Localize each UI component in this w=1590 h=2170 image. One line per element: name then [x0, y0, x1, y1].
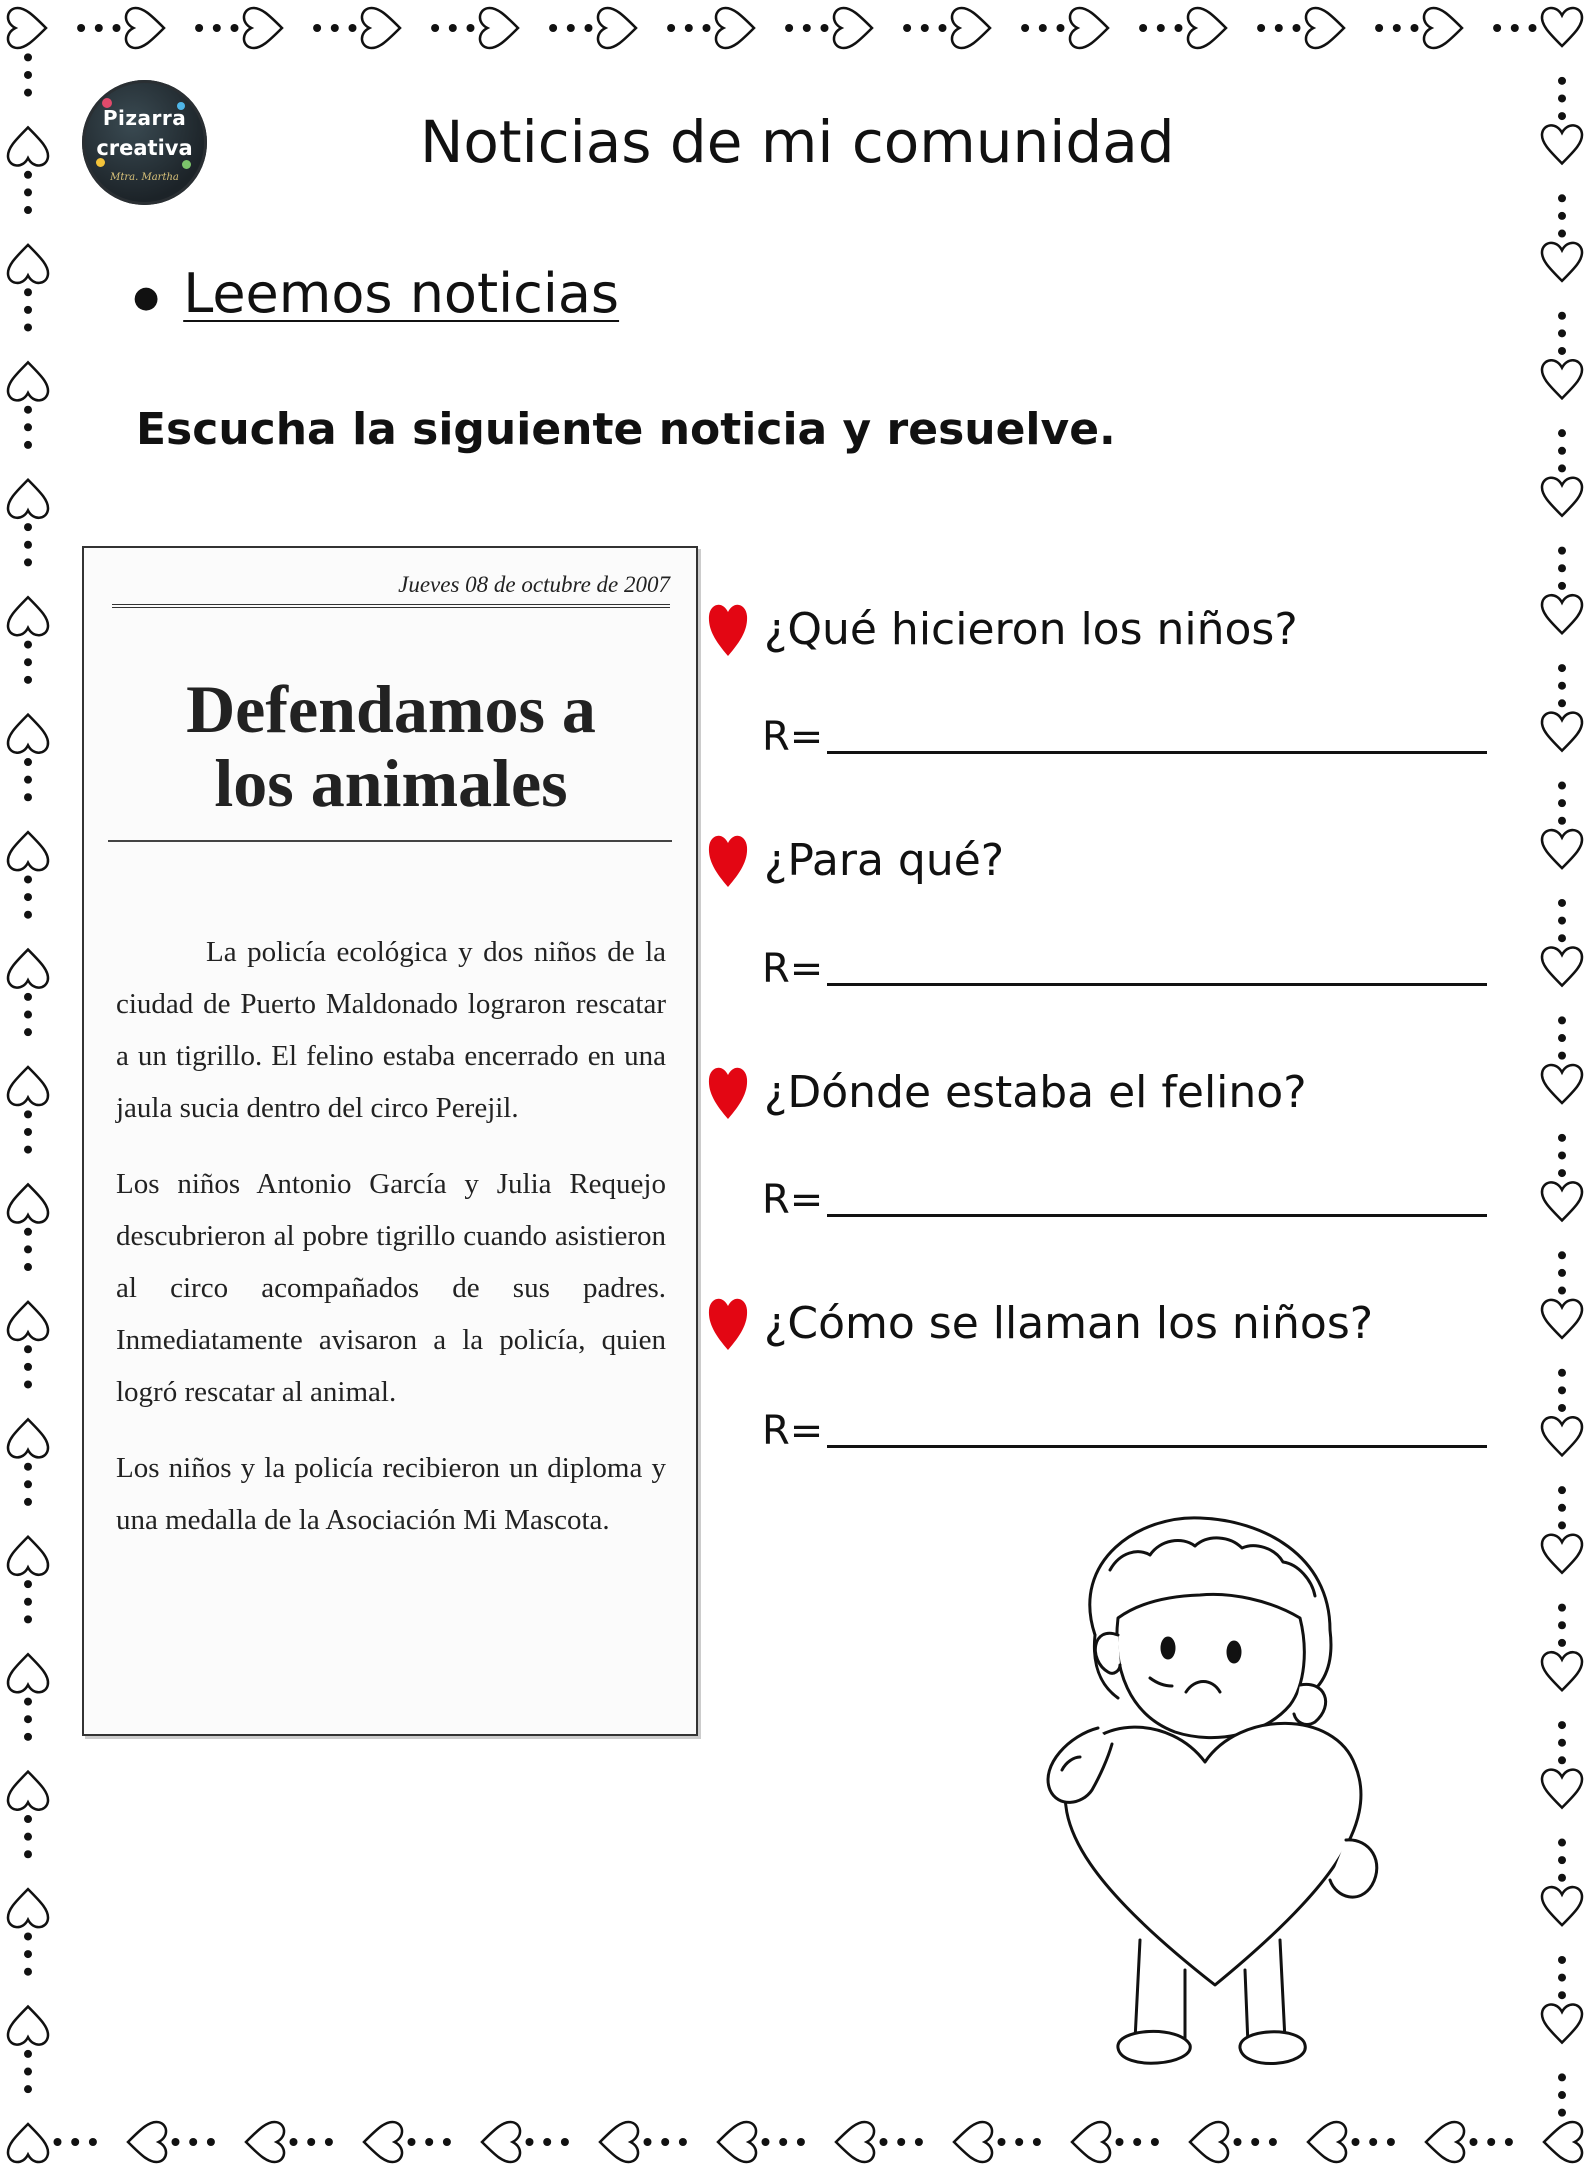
border-heart-icon — [8, 1772, 48, 1810]
answer-line[interactable] — [827, 1213, 1487, 1217]
news-headline-line2: los animales — [214, 745, 568, 821]
border-heart-icon — [1542, 1535, 1582, 1573]
border-dot — [1558, 682, 1566, 690]
border-heart-icon — [1542, 1770, 1582, 1808]
border-dot — [921, 24, 929, 32]
border-heart-icon — [1188, 8, 1226, 48]
border-dot — [585, 24, 593, 32]
border-dot — [71, 2138, 79, 2146]
border-dot — [1558, 329, 1566, 337]
border-dot — [1493, 24, 1501, 32]
border-dot — [24, 441, 32, 449]
border-dot — [1558, 1739, 1566, 1747]
border-dot — [1470, 2138, 1478, 2146]
border-dot — [24, 423, 32, 431]
border-dot — [1021, 24, 1029, 32]
answer-line[interactable] — [827, 982, 1487, 986]
border-heart-icon — [1072, 2122, 1110, 2162]
border-dot — [24, 323, 32, 331]
border-dot — [24, 1968, 32, 1976]
border-dot — [1558, 1991, 1566, 1999]
border-dot — [1039, 24, 1047, 32]
border-dot — [189, 2138, 197, 2146]
border-dot — [24, 1580, 32, 1588]
border-dot — [1293, 24, 1301, 32]
border-dot — [172, 2138, 180, 2146]
border-dot — [24, 875, 32, 883]
border-dot — [24, 1950, 32, 1958]
border-dot — [408, 2138, 416, 2146]
border-heart-icon — [1070, 8, 1108, 48]
answer-prefix: R= — [762, 1408, 824, 1454]
border-dot — [24, 306, 32, 314]
border-dot — [24, 171, 32, 179]
border-dot — [467, 24, 475, 32]
border-dot — [803, 24, 811, 32]
border-dot — [1558, 934, 1566, 942]
border-dot — [998, 2138, 1006, 2146]
border-dot — [1275, 24, 1283, 32]
border-heart-icon — [598, 8, 636, 48]
answer-line[interactable] — [827, 750, 1487, 754]
border-heart-icon — [8, 597, 48, 635]
border-heart-icon — [8, 1419, 48, 1457]
border-heart-icon — [834, 8, 872, 48]
border-heart-icon — [1190, 2122, 1228, 2162]
border-dot — [24, 1463, 32, 1471]
border-dot — [24, 53, 32, 61]
border-dot — [449, 24, 457, 32]
border-heart-icon — [8, 1654, 48, 1692]
border-heart-icon — [1544, 2122, 1582, 2162]
logo-text-creativa: creativa — [96, 136, 193, 160]
border-dot — [290, 2138, 298, 2146]
border-heart-icon — [1542, 243, 1582, 281]
border-dot — [1558, 782, 1566, 790]
border-heart-icon — [1308, 2122, 1346, 2162]
border-heart-icon — [1542, 830, 1582, 868]
border-dot — [24, 1363, 32, 1371]
border-dot — [1257, 24, 1265, 32]
border-dot — [1375, 24, 1383, 32]
border-dot — [1133, 2138, 1141, 2146]
border-heart-icon — [1542, 1652, 1582, 1690]
border-dot — [24, 1028, 32, 1036]
border-heart-icon — [8, 480, 48, 518]
border-dot — [880, 2138, 888, 2146]
logo — [82, 80, 207, 205]
border-dot — [1558, 1974, 1566, 1982]
border-dot — [1558, 1404, 1566, 1412]
question-2 — [706, 829, 1004, 889]
child-holding-heart-illustration — [1000, 1500, 1420, 2100]
border-dot — [24, 1733, 32, 1741]
question-4 — [706, 1292, 1373, 1352]
border-dot — [1411, 24, 1419, 32]
border-dot — [1558, 1639, 1566, 1647]
border-dot — [1558, 112, 1566, 120]
border-dot — [24, 793, 32, 801]
question-3 — [706, 1061, 1307, 1121]
border-dot — [431, 24, 439, 32]
logo-text-pizarra: Pizarra — [102, 106, 187, 130]
question-1 — [706, 598, 1298, 658]
page-title: Noticias de mi comunidad — [420, 108, 1175, 176]
instruction: Escucha la siguiente noticia y resuelve. — [136, 404, 1116, 455]
border-dot — [915, 2138, 923, 2146]
border-dot — [1139, 24, 1147, 32]
answer-prefix: R= — [762, 714, 824, 760]
border-dot — [325, 2138, 333, 2146]
border-heart-icon — [244, 8, 282, 48]
border-dot — [1558, 2109, 1566, 2117]
news-headline-rule — [108, 840, 672, 842]
border-dot — [24, 1245, 32, 1253]
news-top-rule — [112, 604, 670, 608]
border-dot — [24, 1932, 32, 1940]
border-heart-icon — [8, 1889, 48, 1927]
border-dot — [349, 24, 357, 32]
border-dot — [1057, 24, 1065, 32]
border-dot — [1251, 2138, 1259, 2146]
border-dot — [231, 24, 239, 32]
border-dot — [1558, 312, 1566, 320]
border-dot — [24, 1146, 32, 1154]
border-dot — [1558, 817, 1566, 825]
border-dot — [89, 2138, 97, 2146]
border-dot — [24, 1345, 32, 1353]
border-dot — [679, 2138, 687, 2146]
border-dot — [1558, 1621, 1566, 1629]
border-dot — [1558, 1486, 1566, 1494]
border-dot — [1558, 447, 1566, 455]
border-dot — [561, 2138, 569, 2146]
border-heart-icon — [836, 2122, 874, 2162]
border-dot — [1558, 2073, 1566, 2081]
border-heart-icon — [1542, 1300, 1582, 1338]
border-dot — [1558, 1016, 1566, 1024]
heart-icon — [706, 1292, 750, 1352]
subtitle: Leemos noticias — [183, 262, 620, 325]
answer-line[interactable] — [827, 1444, 1487, 1448]
border-heart-icon — [1542, 8, 1582, 46]
border-dot — [1558, 547, 1566, 555]
border-dot — [685, 24, 693, 32]
border-dot — [307, 2138, 315, 2146]
border-dot — [1487, 2138, 1495, 2146]
border-heart-icon — [126, 8, 164, 48]
news-headline-line1: Defendamos a — [186, 671, 596, 747]
border-dot — [213, 24, 221, 32]
question-text: ¿Para qué? — [764, 835, 1005, 886]
border-dot — [1558, 429, 1566, 437]
border-dot — [1558, 1839, 1566, 1847]
border-heart-icon — [952, 8, 990, 48]
border-dot — [24, 1263, 32, 1271]
border-dot — [1269, 2138, 1277, 2146]
border-heart-icon — [8, 1067, 48, 1105]
border-heart-icon — [1542, 1887, 1582, 1925]
border-heart-icon — [8, 362, 48, 400]
border-dot — [1558, 564, 1566, 572]
border-dot — [24, 1715, 32, 1723]
border-dot — [24, 1598, 32, 1606]
border-dot — [24, 776, 32, 784]
subtitle-row — [133, 262, 619, 325]
border-dot — [703, 24, 711, 32]
border-dot — [24, 1480, 32, 1488]
border-heart-icon — [1542, 125, 1582, 163]
border-heart-icon — [1542, 948, 1582, 986]
border-dot — [1558, 194, 1566, 202]
border-heart-icon — [1542, 1065, 1582, 1103]
news-headline — [112, 672, 670, 820]
heart-icon — [706, 598, 750, 658]
border-heart-icon — [8, 715, 48, 753]
border-heart-icon — [8, 8, 46, 48]
border-dot — [661, 2138, 669, 2146]
news-date: Jueves 08 de octubre de 2007 — [398, 572, 670, 597]
border-dot — [1558, 1956, 1566, 1964]
border-dot — [939, 24, 947, 32]
border-dot — [1558, 1034, 1566, 1042]
border-dot — [1558, 1151, 1566, 1159]
border-dot — [1033, 2138, 1041, 2146]
logo-signature: Mtra. Martha — [110, 172, 179, 183]
border-dot — [54, 2138, 62, 2146]
border-heart-icon — [954, 2122, 992, 2162]
border-dot — [195, 24, 203, 32]
news-paragraph: Los niños Antonio García y Julia Requejo descubrieron al pobre tigrillo cuando asistieron al circo acompañados de sus padres. Inmediatamente avisaron a la policía, quien logró rescatar al animal. — [116, 1168, 666, 1408]
border-dot — [24, 188, 32, 196]
border-heart-icon — [8, 832, 48, 870]
answer-prefix: R= — [762, 1177, 824, 1223]
border-dot — [1558, 2091, 1566, 2099]
border-dot — [24, 1011, 32, 1019]
border-dot — [1015, 2138, 1023, 2146]
border-dot — [24, 1498, 32, 1506]
border-dot — [1393, 24, 1401, 32]
question-text: ¿Qué hicieron los niños? — [764, 604, 1298, 655]
border-dot — [1175, 24, 1183, 32]
border-heart-icon — [8, 2124, 48, 2162]
border-dot — [1558, 1369, 1566, 1377]
border-heart-icon — [600, 2122, 638, 2162]
border-dot — [24, 1380, 32, 1388]
border-heart-icon — [8, 1302, 48, 1340]
border-dot — [1558, 1134, 1566, 1142]
border-dot — [24, 206, 32, 214]
border-heart-icon — [364, 2122, 402, 2162]
border-dot — [1558, 1721, 1566, 1729]
border-dot — [903, 24, 911, 32]
border-dot — [77, 24, 85, 32]
border-heart-icon — [1306, 8, 1344, 48]
border-dot — [779, 2138, 787, 2146]
border-dot — [24, 406, 32, 414]
border-dot — [821, 24, 829, 32]
border-dot — [797, 2138, 805, 2146]
border-dot — [313, 24, 321, 32]
answer-4[interactable] — [762, 1408, 1487, 1454]
border-heart-icon — [1542, 1417, 1582, 1455]
border-dot — [24, 993, 32, 1001]
border-dot — [24, 1228, 32, 1236]
border-dot — [1558, 1269, 1566, 1277]
border-dot — [24, 658, 32, 666]
question-text: ¿Cómo se llaman los niños? — [764, 1298, 1374, 1349]
news-body — [116, 926, 666, 1570]
border-dot — [425, 2138, 433, 2146]
border-dot — [1352, 2138, 1360, 2146]
border-heart-icon — [482, 2122, 520, 2162]
border-dot — [24, 541, 32, 549]
border-dot — [95, 24, 103, 32]
border-dot — [24, 71, 32, 79]
border-dot — [667, 24, 675, 32]
heart-icon — [706, 829, 750, 889]
border-dot — [24, 288, 32, 296]
border-dot — [1558, 1604, 1566, 1612]
border-dot — [24, 89, 32, 97]
border-heart-icon — [480, 8, 518, 48]
border-dot — [1558, 799, 1566, 807]
border-dot — [644, 2138, 652, 2146]
answer-1[interactable] — [762, 714, 1487, 760]
border-heart-icon — [1542, 713, 1582, 751]
heart-icon — [706, 1061, 750, 1121]
border-dot — [207, 2138, 215, 2146]
border-dot — [1558, 347, 1566, 355]
border-heart-icon — [1542, 360, 1582, 398]
border-dot — [526, 2138, 534, 2146]
border-dot — [1558, 1052, 1566, 1060]
answer-prefix: R= — [762, 946, 824, 992]
border-heart-icon — [128, 2122, 166, 2162]
border-dot — [1558, 212, 1566, 220]
border-dot — [1558, 664, 1566, 672]
border-dot — [24, 2050, 32, 2058]
border-heart-icon — [362, 8, 400, 48]
border-dot — [24, 911, 32, 919]
border-dot — [24, 2085, 32, 2093]
border-dot — [24, 758, 32, 766]
border-dot — [1511, 24, 1519, 32]
border-heart-icon — [8, 127, 48, 165]
answer-3[interactable] — [762, 1177, 1487, 1223]
border-dot — [24, 1833, 32, 1841]
border-dot — [24, 558, 32, 566]
border-dot — [1369, 2138, 1377, 2146]
border-dot — [1387, 2138, 1395, 2146]
border-heart-icon — [1542, 2005, 1582, 2043]
border-dot — [1558, 917, 1566, 925]
news-clipping — [82, 546, 698, 1736]
border-heart-icon — [8, 2007, 48, 2045]
border-heart-icon — [1424, 8, 1462, 48]
news-paragraph: La policía ecológica y dos niños de la ciudad de Puerto Maldonado lograron rescatar a un tigrillo. El felino estaba encerrado en una jaula sucia dentro del circo Perejil. — [116, 936, 666, 1124]
bullet-icon: ● — [133, 279, 160, 315]
news-paragraph: Los niños y la policía recibieron un diploma y una medalla de la Asociación Mi Mascota. — [116, 1452, 666, 1536]
border-dot — [1558, 94, 1566, 102]
border-dot — [1558, 1386, 1566, 1394]
border-dot — [1234, 2138, 1242, 2146]
border-dot — [1558, 230, 1566, 238]
border-dot — [897, 2138, 905, 2146]
border-dot — [1558, 1856, 1566, 1864]
border-dot — [1558, 1756, 1566, 1764]
border-heart-icon — [1542, 595, 1582, 633]
border-dot — [24, 523, 32, 531]
border-heart-icon — [8, 245, 48, 283]
border-heart-icon — [1542, 1182, 1582, 1220]
border-dot — [331, 24, 339, 32]
border-heart-icon — [8, 950, 48, 988]
border-dot — [24, 1110, 32, 1118]
border-dot — [1529, 24, 1537, 32]
border-dot — [1505, 2138, 1513, 2146]
border-heart-icon — [1426, 2122, 1464, 2162]
border-dot — [762, 2138, 770, 2146]
border-heart-icon — [8, 1184, 48, 1222]
border-dot — [543, 2138, 551, 2146]
border-dot — [24, 641, 32, 649]
border-dot — [113, 24, 121, 32]
border-dot — [567, 24, 575, 32]
border-dot — [1558, 464, 1566, 472]
border-dot — [1558, 77, 1566, 85]
border-heart-icon — [8, 1537, 48, 1575]
border-dot — [24, 676, 32, 684]
border-dot — [1558, 1504, 1566, 1512]
question-text: ¿Dónde estaba el felino? — [764, 1067, 1307, 1118]
border-heart-icon — [246, 2122, 284, 2162]
border-dot — [1558, 582, 1566, 590]
border-dot — [24, 1615, 32, 1623]
border-dot — [785, 24, 793, 32]
border-dot — [1558, 899, 1566, 907]
border-dot — [1558, 1251, 1566, 1259]
answer-2[interactable] — [762, 946, 1487, 992]
border-dot — [24, 1815, 32, 1823]
border-dot — [24, 2068, 32, 2076]
border-dot — [24, 1128, 32, 1136]
border-heart-icon — [1542, 478, 1582, 516]
border-heart-icon — [716, 8, 754, 48]
border-heart-icon — [718, 2122, 756, 2162]
border-dot — [24, 1698, 32, 1706]
border-dot — [1558, 1169, 1566, 1177]
border-dot — [1558, 1521, 1566, 1529]
border-dot — [1116, 2138, 1124, 2146]
border-dot — [24, 893, 32, 901]
border-dot — [1558, 1874, 1566, 1882]
border-dot — [1157, 24, 1165, 32]
border-dot — [1558, 699, 1566, 707]
border-dot — [549, 24, 557, 32]
border-dot — [1151, 2138, 1159, 2146]
border-dot — [24, 1850, 32, 1858]
border-dot — [443, 2138, 451, 2146]
border-dot — [1558, 1287, 1566, 1295]
